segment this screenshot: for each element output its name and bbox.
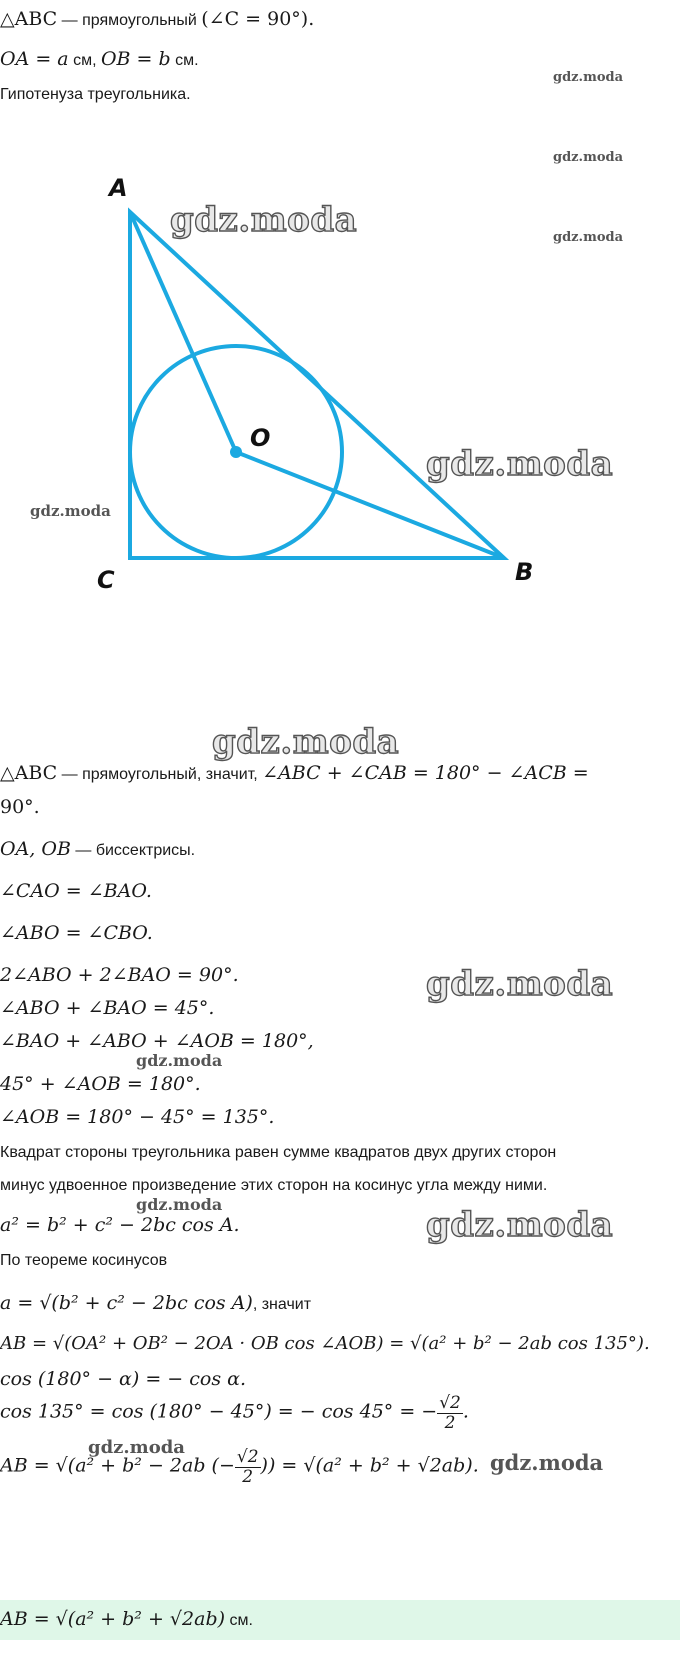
watermark-small: gdz.moda xyxy=(30,502,111,520)
solution-line-11: минус удвоенное произведение этих сторон на косинус угла между ними. xyxy=(0,1177,548,1194)
point-o xyxy=(230,446,242,458)
solution-line-2: OA, OB — биссектрисы. xyxy=(0,838,196,860)
watermark-small: gdz.moda xyxy=(136,1051,223,1070)
solution-line-13: По теореме косинусов xyxy=(0,1252,168,1269)
question-line: Гипотенуза треугольника. xyxy=(0,86,191,103)
watermark-large: gdz.moda xyxy=(426,444,614,484)
solution-line-9: ∠AOB = 180° − 45° = 135°. xyxy=(0,1106,275,1128)
solution-line-17: cos 135° = cos (180° − 45°) = − cos 45° = − $\frac{√2}{2}$ . xyxy=(0,1393,469,1433)
watermark-large: gdz.moda xyxy=(170,200,358,240)
solution-line-7: ∠BAO + ∠ABO + ∠AOB = 180°, xyxy=(0,1030,314,1052)
solution-line-1-cont: 90°. xyxy=(0,796,40,818)
watermark-small: gdz.moda xyxy=(553,70,624,85)
solution-line-10: Квадрат стороны треугольника равен сумме квадратов двух других сторон xyxy=(0,1144,557,1161)
solution-line-3: ∠CAO = ∠BAO. xyxy=(0,880,152,902)
label-c: C xyxy=(97,566,115,594)
condition-line-1: △ABC — прямоугольный (∠C = 90°). xyxy=(0,8,315,30)
watermark-large: gdz.moda xyxy=(426,964,614,1004)
watermark-small: gdz.moda xyxy=(88,1437,185,1458)
solution-line-4: ∠ABO = ∠CBO. xyxy=(0,922,153,944)
watermark-small: gdz.moda xyxy=(553,230,624,245)
solution-line-18: AB = √(a² + b² − 2ab (− $\frac{√2}{2}$ )) = √(a² + b² + √2ab). xyxy=(0,1447,479,1487)
solution-line-1: △ABC — прямоугольный, значит, ∠ABC + ∠CAB = 180° − ∠ACB = xyxy=(0,762,589,784)
watermark-large: gdz.moda xyxy=(426,1205,614,1245)
condition-line-2: OA = a см, OB = b см. xyxy=(0,48,199,70)
watermark-small: gdz.moda xyxy=(553,150,624,165)
solution-line-16: cos (180° − α) = − cos α. xyxy=(0,1368,246,1390)
answer-line: AB = √(a² + b² + √2ab) см. xyxy=(0,1608,253,1630)
bisector-ao xyxy=(130,212,236,452)
solution-line-12: a² = b² + c² − 2bc cos A. xyxy=(0,1214,240,1236)
fraction: $\frac{√2}{2}$ xyxy=(439,1393,461,1433)
label-o: O xyxy=(250,424,271,452)
solution-line-8: 45° + ∠AOB = 180°. xyxy=(0,1073,201,1095)
solution-line-6: ∠ABO + ∠BAO = 45°. xyxy=(0,997,215,1019)
solution-line-15: AB = √(OA² + OB² − 2OA · OB cos ∠AOB) = √(a² + b² − 2ab cos 135°). xyxy=(0,1333,650,1354)
solution-line-5: 2∠ABO + 2∠BAO = 90°. xyxy=(0,964,239,986)
watermark-large: gdz.moda xyxy=(212,722,400,762)
watermark-small: gdz.moda xyxy=(490,1450,604,1475)
fraction: $\frac{√2}{2}$ xyxy=(236,1447,259,1487)
label-b: B xyxy=(515,558,534,586)
solution-line-14: a = √(b² + c² − 2bc cos A), значит xyxy=(0,1292,312,1314)
label-a: A xyxy=(109,174,128,202)
math-triangle: △ABC xyxy=(0,8,58,30)
watermark-small: gdz.moda xyxy=(136,1195,223,1214)
